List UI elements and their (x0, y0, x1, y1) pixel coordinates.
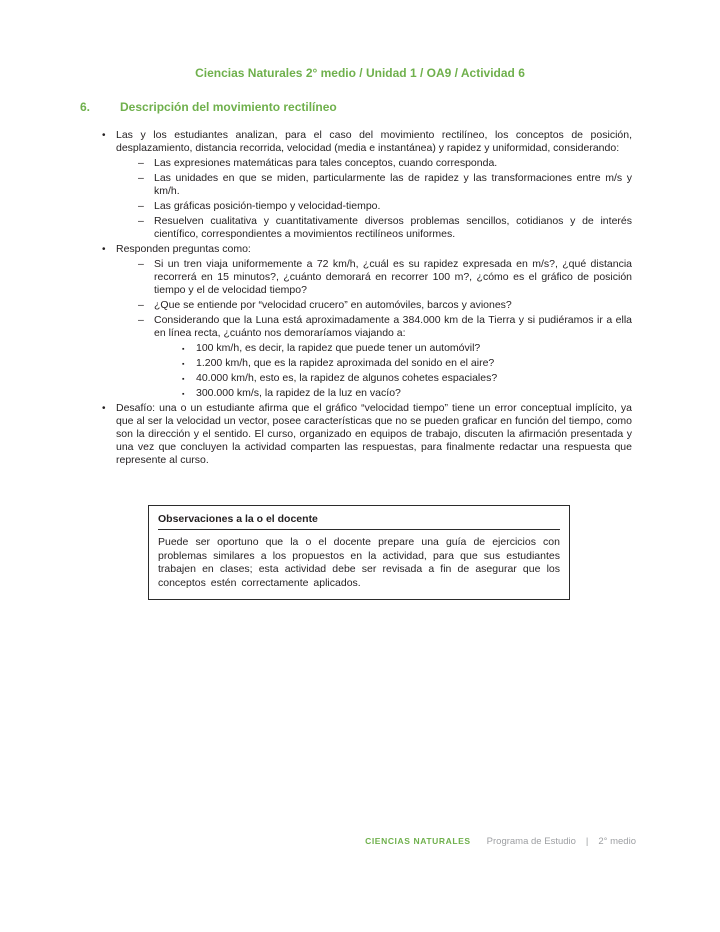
list-item (138, 215, 632, 241)
sub-list (138, 258, 632, 400)
list-item-text: 300.000 km/s, la rapidez de la luz en vacío? (196, 387, 401, 399)
list-item (100, 402, 632, 467)
sub-sub-list (180, 342, 632, 400)
list-item (138, 299, 632, 312)
page-footer (0, 836, 636, 847)
list-item (180, 342, 632, 355)
list-item-text: 1.200 km/h, que es la rapidez aproximada del sonido en el aire? (196, 357, 495, 369)
list-item (180, 357, 632, 370)
section-title: Descripción del movimiento rectilíneo (120, 100, 337, 114)
activity-list (100, 129, 632, 467)
list-item-text: Considerando que la Luna está aproximadamente a 384.000 km de la Tierra y si pudiéramos ir a ella en línea recta, ¿cuánto nos demoraríamos viajando a: (154, 314, 632, 339)
footer-program: Programa de Estudio (486, 836, 576, 847)
section-number: 6. (80, 100, 91, 114)
footer-brand: CIENCIAS NATURALES (365, 836, 471, 846)
section-heading (80, 100, 630, 114)
list-item-text: 40.000 km/h, esto es, la rapidez de algunos cohetes espaciales? (196, 372, 498, 384)
teacher-note-box (148, 505, 570, 600)
footer-meta (487, 836, 636, 847)
list-item-text: Desafío: una o un estudiante afirma que el gráfico “velocidad tiempo” tiene un error conceptual implícito, ya que al ser la velocidad un vector, posee características que no se pueden graficar en función del tiempo, como son la dirección y el sentido. El curso, organizado en equipos de trabajo, discuten la afirmación presentada y una vez que concluyen la actividad comparten las respuestas, para finalmente redactar una respuesta que represente al curso. (116, 402, 632, 466)
list-item (100, 243, 632, 400)
sub-list (138, 157, 632, 241)
teacher-note-body: Puede ser oportuno que la o el docente prepare una guía de ejercicios con problemas similares a los propuestos en la actividad, para que sus estudiantes trabajen en clases; esta actividad debe ser revisada a fin de asegurar que los conceptos estén correctamente aplicados. (158, 536, 560, 589)
list-item-text: Las expresiones matemáticas para tales conceptos, cuando corresponda. (154, 157, 498, 169)
list-item (138, 314, 632, 400)
list-item (138, 258, 632, 297)
footer-grade: 2° medio (598, 836, 636, 847)
list-item-text: Responden preguntas como: (116, 243, 251, 255)
list-item-text: Las unidades en que se miden, particularmente las de rapidez y las transformaciones entre m/s y km/h. (154, 172, 632, 197)
list-item-text: Las y los estudiantes analizan, para el caso del movimiento rectilíneo, los conceptos de posición, desplazamiento, distancia recorrida, velocidad (media e instantánea) y rapidez y uniformidad, considerando: (116, 129, 632, 154)
footer-separator: | (585, 836, 589, 847)
list-item (138, 157, 632, 170)
list-item-text: 100 km/h, es decir, la rapidez que puede tener un automóvil? (196, 342, 481, 354)
list-item-text: Si un tren viaja uniformemente a 72 km/h, ¿cuál es su rapidez expresada en m/s?, ¿qué distancia recorrerá en 15 minutos?, ¿cuánto demorará en recorrer 100 m?, ¿cómo es el gráfico de posición tiempo y el de velocidad tiempo? (154, 258, 632, 296)
activity-description (100, 129, 632, 467)
list-item (138, 172, 632, 198)
list-item-text: ¿Que se entiende por “velocidad crucero” en automóviles, barcos y aviones? (154, 299, 512, 311)
list-item-text: Resuelven cualitativa y cuantitativamente diversos problemas sencillos, cotidianos y de interés científico, correspondientes a movimientos rectilíneos uniformes. (154, 215, 632, 240)
list-item (138, 200, 632, 213)
teacher-note-title: Observaciones a la o el docente (158, 513, 560, 530)
list-item-text: Las gráficas posición-tiempo y velocidad-tiempo. (154, 200, 381, 212)
breadcrumb: Ciencias Naturales 2° medio / Unidad 1 / OA9 / Actividad 6 (195, 66, 525, 80)
list-item (180, 387, 632, 400)
list-item (180, 372, 632, 385)
list-item (100, 129, 632, 241)
